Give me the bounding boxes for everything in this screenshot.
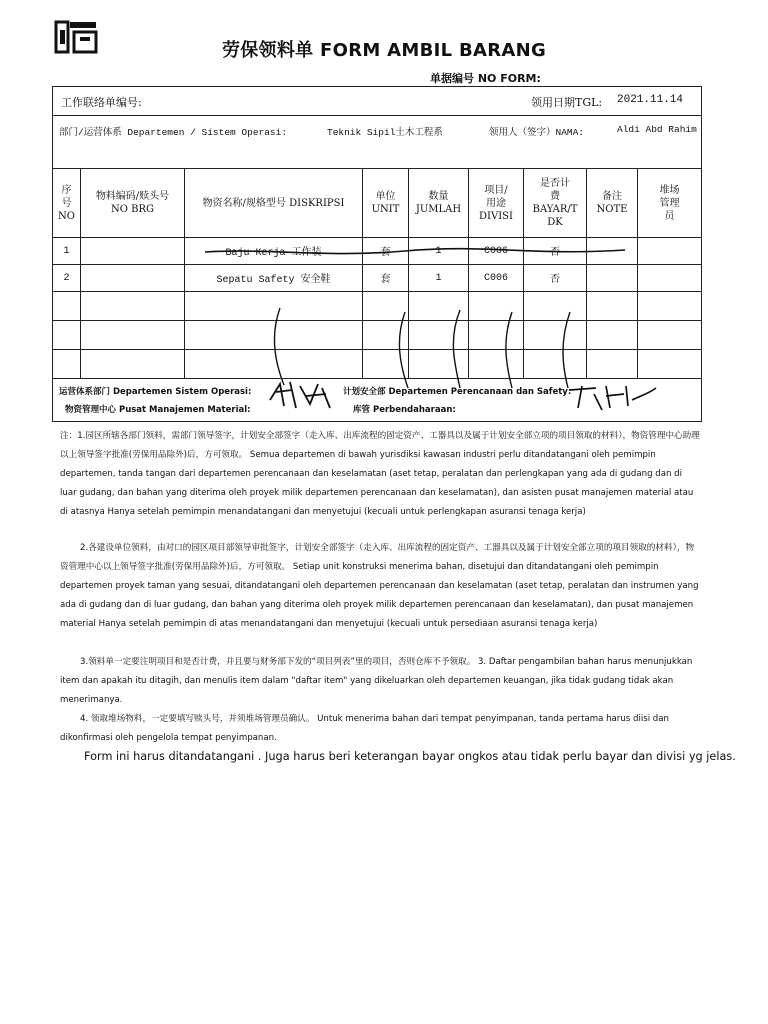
form-number-label: 单据编号 NO FORM: xyxy=(430,72,541,85)
ops-signature-handwriting xyxy=(266,378,336,412)
cell-no: 2 xyxy=(53,265,81,292)
note-3-indonesian: 3. Daftar pengambilan bahan harus menunjukkan item dan apakah itu ditagih, dan menulis item dalam "daftar item" yang dikeluarkan oleh departemen keuangan, jika tidak gudang tidak akan menerimanya. xyxy=(60,657,693,705)
cell-desc: Sepatu Safety 安全鞋 xyxy=(185,265,363,292)
cell-divisi: C006 xyxy=(469,265,524,292)
col-yard-manager: 堆场管理员 xyxy=(638,169,702,238)
work-order-label: 工作联络单编号: xyxy=(61,96,142,109)
cell-divisi: C006 xyxy=(469,238,524,265)
note-2 xyxy=(60,539,700,634)
col-code: 物料编码/赎头号 NO BRG xyxy=(81,169,185,238)
ops-signature-label: 运营体系部门 Departemen Sistem Operasi: xyxy=(59,387,252,397)
date-label: 领用日期TGL: xyxy=(531,96,603,109)
safety-signature-handwriting xyxy=(566,380,658,414)
note-1 xyxy=(60,427,700,522)
col-unit: 单位 UNIT xyxy=(363,169,409,238)
treasury-signature-label: 库管 Perbendaharaan: xyxy=(353,405,456,415)
department-label: 部门/运营体系 Departemen / Sistem Operasi: xyxy=(59,127,288,138)
note-2-chinese: 2.各建设单位领料，由对口的园区项目部领导审批签字，计划安全部签字（走入库、出库流程的固定资产、工器具以及属于计划安全部立项的项目领取的材料），物资管理中心以上领导签字批准(劳保用品除外)后，方可领取。 xyxy=(60,543,695,572)
col-divisi: 项目/用途 DIVISI xyxy=(469,169,524,238)
col-no: 序号 NO xyxy=(53,169,81,238)
cell-bayar: 否 xyxy=(524,238,587,265)
note-4 xyxy=(60,710,700,748)
table-row xyxy=(53,238,702,265)
final-instruction: Form ini harus ditandatangani . Juga harus beri keterangan bayar ongkos atau tidak perlu bayar dan divisi yg jelas. xyxy=(84,750,736,763)
department-value: Teknik Sipil土木工程系 xyxy=(327,127,443,138)
note-2-indonesian: Setiap unit konstruksi menerima bahan, disetujui dan ditandatangani oleh pemimpin departemen proyek taman yang sesuai, ditandatangani oleh departemen perencanaan dan keselamatan (aset tetap, peralatan dan instrumen yang ada di gudang dan di luar gudang, dan bahan yang diterima oleh proyek milik departemen perencanaan dan keselamatan), dan pusat manajemen material Hanya setelah pemimpin di atas menandatangani dan menyetujui (kecuali untuk persediaan asuransi tenaga kerja) xyxy=(60,562,699,629)
cell-unit: 套 xyxy=(363,238,409,265)
material-signature-label: 物资管理中心 Pusat Manajemen Material: xyxy=(65,405,251,415)
cell-qty: 1 xyxy=(409,265,469,292)
col-note: 备注 NOTE xyxy=(587,169,638,238)
cell-code xyxy=(81,238,185,265)
note-1-chinese: 注：1.园区所辖各部门领料，需部门领导签字，计划安全部签字（走入库、出库流程的固定资产、工器具以及属于计划安全部立项的项目领取的材料），物资管理中心助理以上领导签字批准(劳保用品除外)后，方可领取。 xyxy=(60,431,700,460)
note-3 xyxy=(60,653,700,710)
cell-unit: 套 xyxy=(363,265,409,292)
cell-desc: Baju Kerja 工作装 xyxy=(185,238,363,265)
requester-value: Aldi Abd Rahim xyxy=(617,124,697,135)
form-title: 劳保领料单 FORM AMBIL BARANG xyxy=(221,40,547,61)
col-qty: 数量 JUMLAH xyxy=(409,169,469,238)
safety-signature-label: 计划安全部 Departemen Perencanaan dan Safety: xyxy=(343,387,572,397)
strike-through-mark xyxy=(205,246,625,260)
col-bayar: 是否计费 BAYAR/TDK xyxy=(524,169,587,238)
date-value: 2021.11.14 xyxy=(617,94,684,106)
note-1-indonesian: Semua departemen di bawah yurisdiksi kawasan industri perlu ditandatangani oleh pemimpin departemen, tanda tangan dari departemen perencanaan dan keselamatan (aset tetap, peralatan dan perlengkapan yang ada di gudang dan di luar gudang, dan bahan yang diterima oleh proyek milik departemen perencanaan dan keselamatan), dan asisten pusat manajemen material atau di atasnya Hanya setelah pemimpin menandatangani dan menyetujui (kecuali untuk perlengkapan asuransi tenaga kerja) xyxy=(60,450,694,517)
department-row xyxy=(53,116,702,169)
cell-no: 1 xyxy=(53,238,81,265)
work-order-row xyxy=(53,87,702,116)
ditto-marks-drawing xyxy=(250,300,590,390)
note-4-chinese: 4. 领取堆场物料，一定要填写赎头号，并须堆场管理员确认。 xyxy=(80,714,315,724)
table-row xyxy=(53,265,702,292)
note-4-indonesian: Untuk menerima bahan dari tempat penyimpanan, tanda pertama harus diisi dan dikonfirmasi oleh pengelola tempat penyimpanan. xyxy=(60,714,669,743)
cell-note xyxy=(587,265,638,292)
cell-qty: 1 xyxy=(409,238,469,265)
note-3-chinese: 3.领料单一定要注明项目和是否计费，并且要与财务部下发的“项目列表”里的项目，否则仓库不予领取。 xyxy=(80,657,476,667)
col-desc: 物资名称/规格型号 DISKRIPSI xyxy=(185,169,363,238)
cell-code xyxy=(81,265,185,292)
cell-bayar: 否 xyxy=(524,265,587,292)
requester-label: 领用人（签字）NAMA: xyxy=(489,127,585,138)
